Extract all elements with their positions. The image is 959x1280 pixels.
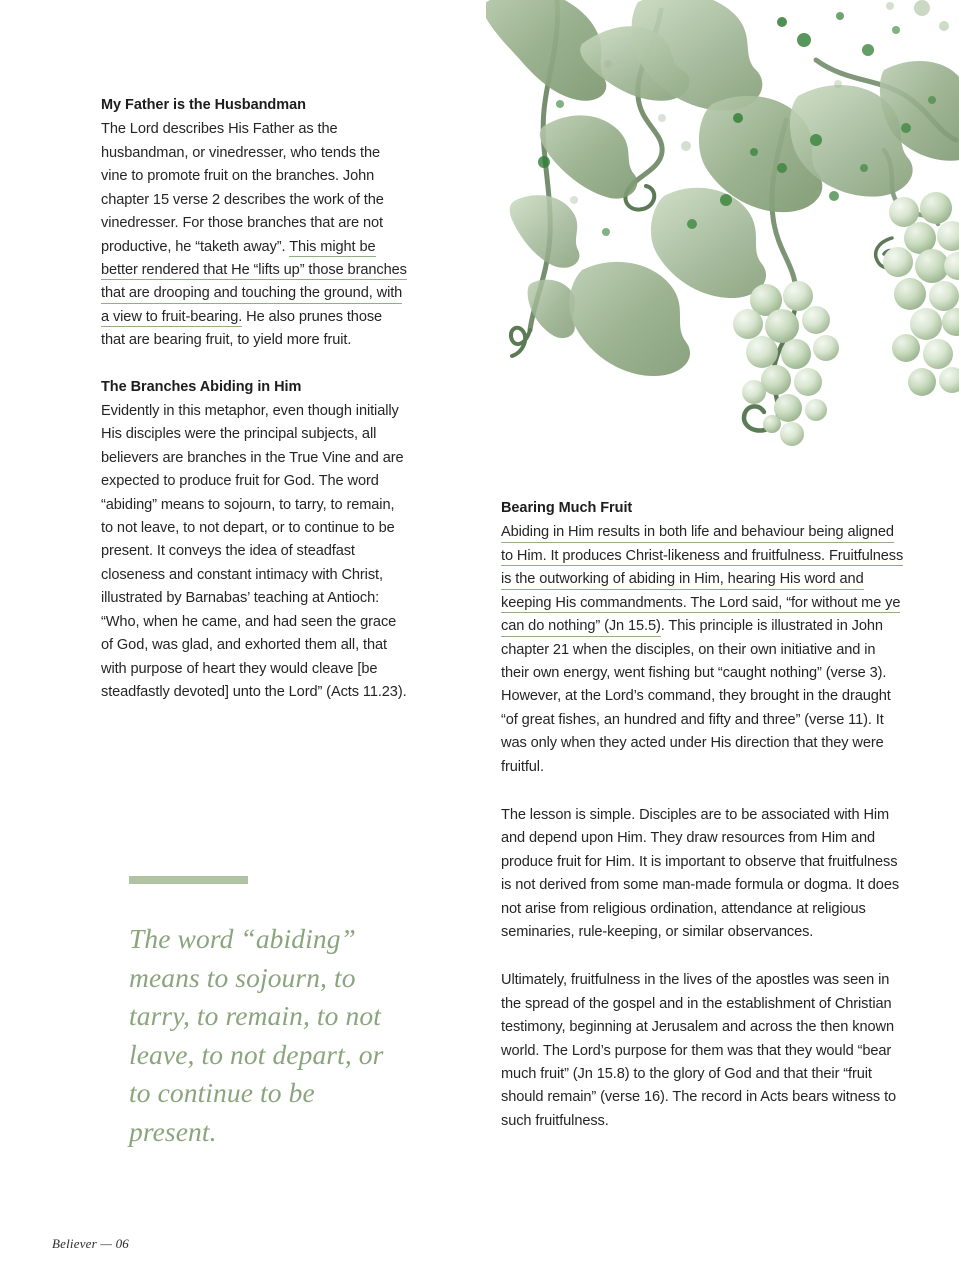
grapevine-illustration [486,0,959,472]
pull-quote-rule [129,876,248,884]
section-title-bearing-much-fruit: Bearing Much Fruit [501,500,633,516]
paragraph-ultimately-fruitfulness: Ultimately, fruitfulness in the lives of the apostles was seen in the spread of the gospel and in the establishment of Christian testimony, beginning at Jerusalem and across the then known world. The Lord’s purpose for them was that they would “bear much fruit” (Jn 15.8) to the glory of God and that their “fruit should remain” (verse 16). The record in Acts bears witness to such fruitfulness. [501,972,897,1129]
highlighted-passage-lifts-up: This might be better rendered that He “lifts up” those branches that are drooping and touching the ground, with a view to fruit-bearing. [101,239,407,328]
section-title-husbandman: My Father is the Husbandman [101,97,306,113]
paragraph-tail-text: . This principle is illustrated in John chapter 21 when the disciples, on their own initiative and in their own energy, went fishing but “caught nothing” (verse 3). However, at the Lord’s command, they brought in the draught “of great fishes, an hundred and fifty and three” (verse 11). It was only when they acted under His direction that they were fruitful. [501,618,891,775]
paragraph-lesson-is-simple: The lesson is simple. Disciples are to be associated with Him and depend upon Him. They draw resources from Him and produce fruit for Him. It is important to observe that fruitfulness is not derived from some man-made formula or dogma. It does not arise from religious ordination, attendance at religious seminaries, rule-keeping, or similar observances. [501,806,900,940]
paragraph-bearing-fruit [501,521,906,778]
paragraph-husbandman [101,118,409,352]
pull-quote-text: The word “abiding” means to sojourn, to tarry, to remain, to not leave, to not depart, or to continue to be present. [129,923,384,1147]
grape-cluster-centre [733,281,839,446]
vine-leaves [486,0,959,376]
section-title-branches-abiding: The Branches Abiding in Him [101,378,302,395]
paragraph-tail-text: He also prunes those that are bearing fruit, to yield more fruit. [101,308,383,349]
right-column [501,497,906,1158]
paragraph-branches-abiding: Evidently in this metaphor, even though initially His disciples were the principal subjects, all believers are branches in the True Vine and are expected to produce fruit for God. The word “abiding” means to sojourn, to tarry, to remain, to not leave, to not depart, or to continue to be present. It conveys the idea of steadfast closeness and constant intimacy with Christ, illustrated by Barnabas’ teaching at Antioch: “Who, when he came, and had seen the grace of God, was glad, and exhorted them all, that with purpose of heart they would cleave [be steadfastly devoted] unto the Lord” (Acts 11.23). [101,403,407,700]
page-footer: Believer — 06 [52,1236,129,1251]
pull-quote [129,876,389,1152]
grape-cluster-right [883,192,959,396]
paragraph-lead-text: The Lord describes His Father as the husbandman, or vinedresser, who tends the vine to promote fruit on the branches. John chapter 15 verse 2 describes the work of the vinedresser. For those branches that are not productive, he “taketh away”. [101,121,384,255]
highlighted-passage-abiding: Abiding in Him results in both life and behaviour being aligned to Him. It produces Christ-likeness and fruitfulness. Fruitfulness is the outworking of abiding in Him, hearing His word and keeping His commandments. The Lord said, “for without me ye can do nothing” (Jn 15.5) [501,524,903,636]
left-column [101,94,409,704]
